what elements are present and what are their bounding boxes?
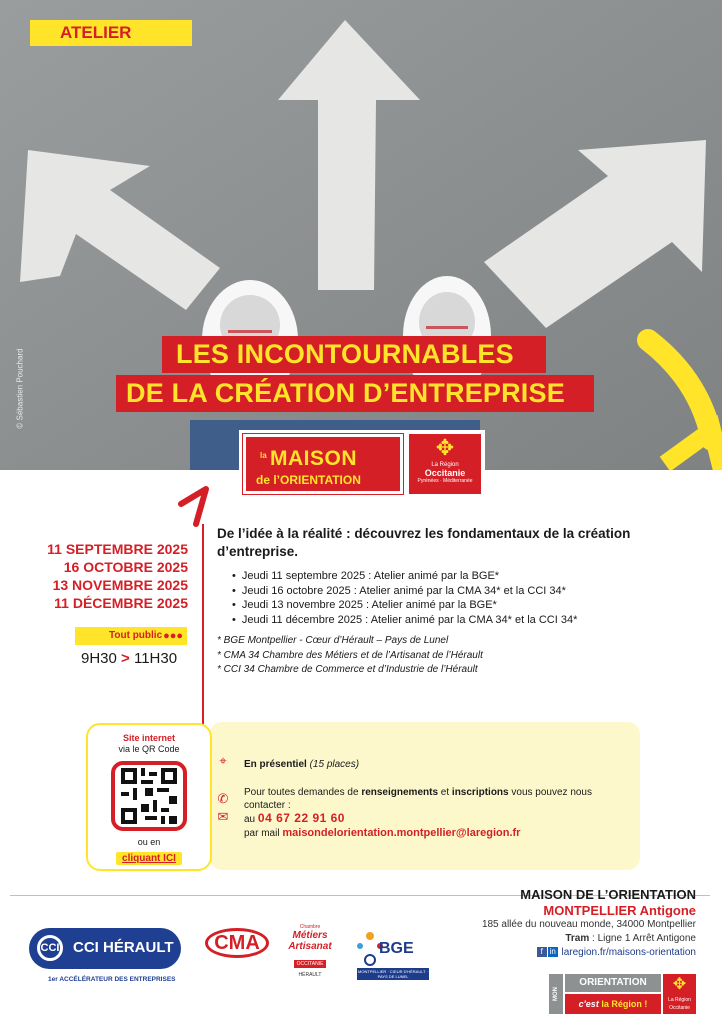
presence-line (244, 758, 359, 771)
occitan-cross-icon: ✥ (435, 435, 455, 460)
occitan-cross-icon: ✥ (672, 976, 687, 993)
time-end: 11H30 (133, 650, 178, 667)
footnote: * CCI 34 Chambre de Commerce et d’Industrie de l’Hérault (217, 664, 478, 675)
qr-caption-2: via le QR Code (118, 744, 180, 754)
tram-line (482, 932, 696, 946)
contact-line-1 (244, 786, 592, 799)
group-icon: ●●● (163, 630, 183, 642)
cma-region: OCCITANIE (294, 960, 327, 968)
time-start: 9H30 (81, 650, 117, 667)
footnote: * BGE Montpellier - Cœur d’Hérault – Pays de Lunel (217, 635, 449, 646)
maison-logo-la: la (260, 451, 267, 460)
presence-places: (15 places) (309, 759, 360, 770)
mail-icon: ✉ (217, 809, 229, 824)
banner-occ-name: Occitanie (669, 1005, 690, 1011)
cma-dept: HÉRAULT (298, 972, 322, 978)
region-logo-sub: Pyrénées · Méditerranée (417, 478, 473, 484)
phone-icon: ✆ (217, 791, 229, 806)
date-item: 11 DÉCEMBRE 2025 (54, 595, 188, 611)
date-item: 13 NOVEMBRE 2025 (52, 577, 188, 593)
maison-logo-main: MAISON (270, 447, 357, 470)
region-occitanie-logo (409, 434, 481, 494)
atelier-tag: ATELIER (30, 20, 192, 46)
bge-logo (355, 928, 429, 980)
website-line (482, 946, 696, 960)
title-line-1: LES INCONTOURNABLES (162, 336, 546, 373)
cci-logo-name: CCI HÉRAULT (73, 939, 174, 956)
session-item: • Jeudi 11 décembre 2025 : Atelier animé par la CMA 34* et la CCI 34* (232, 613, 577, 628)
sessions-list (232, 569, 577, 627)
title-line-2: DE LA CRÉATION D’ENTREPRISE (116, 375, 594, 412)
banner-slogan (565, 994, 661, 1014)
dates-list (24, 540, 188, 612)
hero-photo (0, 0, 722, 470)
date-item: 11 SEPTEMBRE 2025 (47, 541, 188, 557)
banner-cest: c'est (578, 999, 599, 1009)
contact-text: vous pouvez nous (508, 787, 592, 798)
contact-text: Pour toutes demandes de (244, 787, 362, 798)
banner-mon: MON (549, 974, 563, 1014)
phone-prefix: au (244, 814, 258, 825)
partner-logos-top (239, 430, 485, 498)
mail-prefix: par mail (244, 828, 283, 839)
mail-line (244, 827, 520, 840)
contact-line-2: contacter : (244, 800, 291, 811)
region-logo-small: La Région (431, 462, 459, 468)
region-logo-name: Occitanie (424, 468, 466, 478)
banner-occitanie-logo (663, 974, 696, 1014)
cci-logo-icon: CCI (37, 935, 63, 961)
decorative-red-stroke (176, 484, 216, 744)
footnote: * CMA 34 Chambre des Métiers et de l’Artisanat de l’Hérault (217, 649, 483, 661)
click-here-link[interactable]: cliquant ICI (116, 852, 182, 865)
spacer (214, 770, 232, 790)
presence-mode: En présentiel (244, 759, 307, 770)
intro-text: De l’idée à la réalité : découvrez les fondamentaux de la création d’entreprise. (217, 526, 631, 559)
main-title (126, 336, 594, 412)
location-pin-icon: ⌖ (219, 753, 227, 768)
phone-number[interactable]: 04 67 22 91 60 (257, 811, 345, 825)
tram-label: Tram (565, 933, 590, 944)
banner-occ-small: La Région (668, 997, 691, 1003)
website-link[interactable]: laregion.fr/maisons-orientation (561, 947, 696, 958)
session-item: • Jeudi 16 octobre 2025 : Atelier animé par la CMA 34* et la CCI 34* (232, 584, 577, 599)
session-item: • Jeudi 11 septembre 2025 : Atelier animé par la BGE* (232, 569, 577, 584)
cma-text (273, 924, 347, 978)
maison-orientation-logo (243, 434, 403, 494)
address-name-1: MAISON DE L’ORIENTATION (520, 887, 696, 902)
phone-line (244, 812, 345, 826)
bge-sub: MONTPELLIER · CŒUR D'HÉRAULT · PAYS DE LUNEL (358, 969, 428, 979)
photo-credit: © Sébastien Pouchard (15, 348, 25, 429)
cma-top: Chambre (299, 924, 321, 930)
address-block (482, 887, 696, 960)
footnotes (217, 634, 483, 678)
contact-keyword: renseignements (361, 787, 439, 798)
facebook-icon[interactable]: f (537, 947, 547, 957)
time-arrow: > (121, 650, 130, 667)
qr-code[interactable] (111, 761, 187, 831)
qr-card (86, 723, 212, 871)
qr-code-icon (121, 768, 177, 824)
cma-title: Métiers Artisanat (288, 930, 332, 952)
linkedin-icon[interactable]: in (549, 947, 556, 957)
address-street: 185 allée du nouveau monde, 34000 Montpellier (481, 919, 696, 930)
cci-herault-logo (29, 928, 181, 969)
session-item: • Jeudi 13 novembre 2025 : Atelier animé par la BGE* (232, 598, 577, 613)
audience-label: Tout public (109, 630, 163, 641)
tram-info: : Ligne 1 Arrêt Antigone (589, 933, 696, 944)
contact-icons (214, 752, 232, 826)
address-name-2: MONTPELLIER Antigone (543, 903, 696, 918)
cci-tagline: 1er ACCÉLÉRATEUR DES ENTREPRISES (48, 976, 176, 983)
date-item: 16 OCTOBRE 2025 (63, 559, 188, 575)
email-link[interactable]: maisondelorientation.montpellier@laregion.fr (282, 827, 521, 839)
contact-keyword: inscriptions (451, 787, 509, 798)
bge-name: BGE (379, 940, 414, 957)
maison-logo-sub: de l’ORIENTATION (256, 473, 361, 487)
cma-badge: CMA (205, 928, 269, 958)
contact-text: et (438, 787, 452, 798)
audience-badge (75, 627, 187, 645)
qr-or-text: ou en (137, 837, 161, 847)
banner-orientation: ORIENTATION (565, 974, 661, 992)
region-banner (549, 974, 696, 1014)
qr-caption-1: Site internet (122, 733, 175, 743)
banner-region: la Région ! (598, 999, 648, 1009)
time-range (81, 650, 177, 667)
